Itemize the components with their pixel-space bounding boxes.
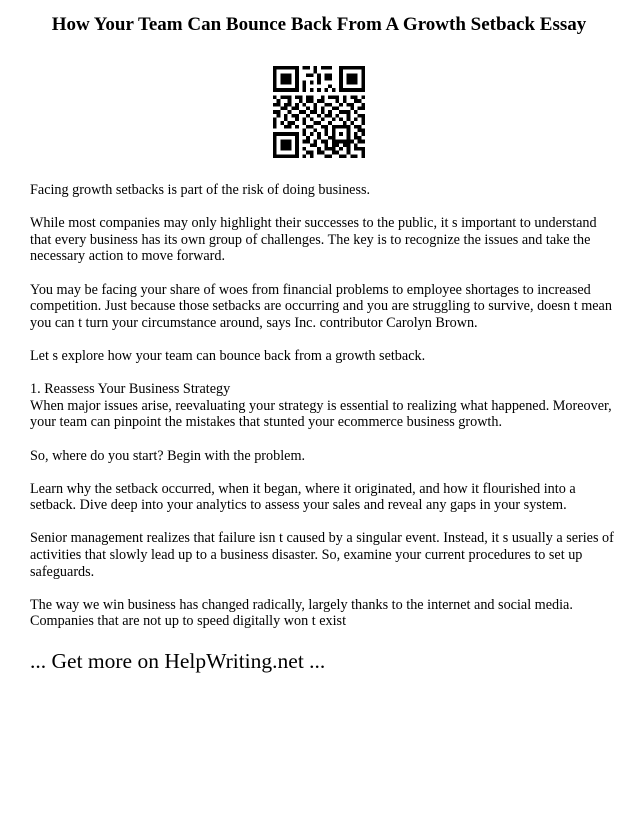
document-body xyxy=(30,182,614,647)
paragraph: So, where do you start? Begin with the problem. xyxy=(30,447,306,464)
paragraph: You may be facing your share of woes from financial problems to employee shortages to increased competition. Just because those setbacks are occurring and you are struggling to survive, doesn t mean you can t turn your circumstance around, says Inc. contributor Carolyn Brown. xyxy=(30,281,612,331)
paragraph: Facing growth setbacks is part of the risk of doing business. xyxy=(30,182,371,198)
get-more-link[interactable]: ... Get more on HelpWriting.net ... xyxy=(30,649,326,673)
paragraph: Senior management realizes that failure isn t caused by a singular event. Instead, it s usually a series of activities that slowly lead up to a business disaster. So, examine your current procedures to set up safeguards. xyxy=(30,530,614,580)
paragraph: When major issues arise, reevaluating your strategy is essential to realizing what happened. Moreover, your team can pinpoint the mistakes that stunted your ecommerce business growth. xyxy=(30,397,612,431)
qr-code-icon xyxy=(273,66,365,158)
paragraph: While most companies may only highlight their successes to the public, it s important to understand that every business has its own group of challenges. The key is to recognize the issues and take the necessary action to move forward. xyxy=(30,215,597,265)
paragraph: Learn why the setback occurred, when it began, where it originated, and how it flourished into a setback. Dive deep into your analytics to assess your sales and reveal any gaps in your system. xyxy=(30,480,576,514)
section-heading: 1. Reassess Your Business Strategy xyxy=(30,381,231,398)
paragraph: Let s explore how your team can bounce back from a growth setback. xyxy=(30,347,426,364)
document-title: How Your Team Can Bounce Back From A Growth Setback Essay xyxy=(51,14,587,35)
paragraph: The way we win business has changed radically, largely thanks to the internet and social media. Companies that are not up to speed digitally won t exist xyxy=(30,596,573,630)
